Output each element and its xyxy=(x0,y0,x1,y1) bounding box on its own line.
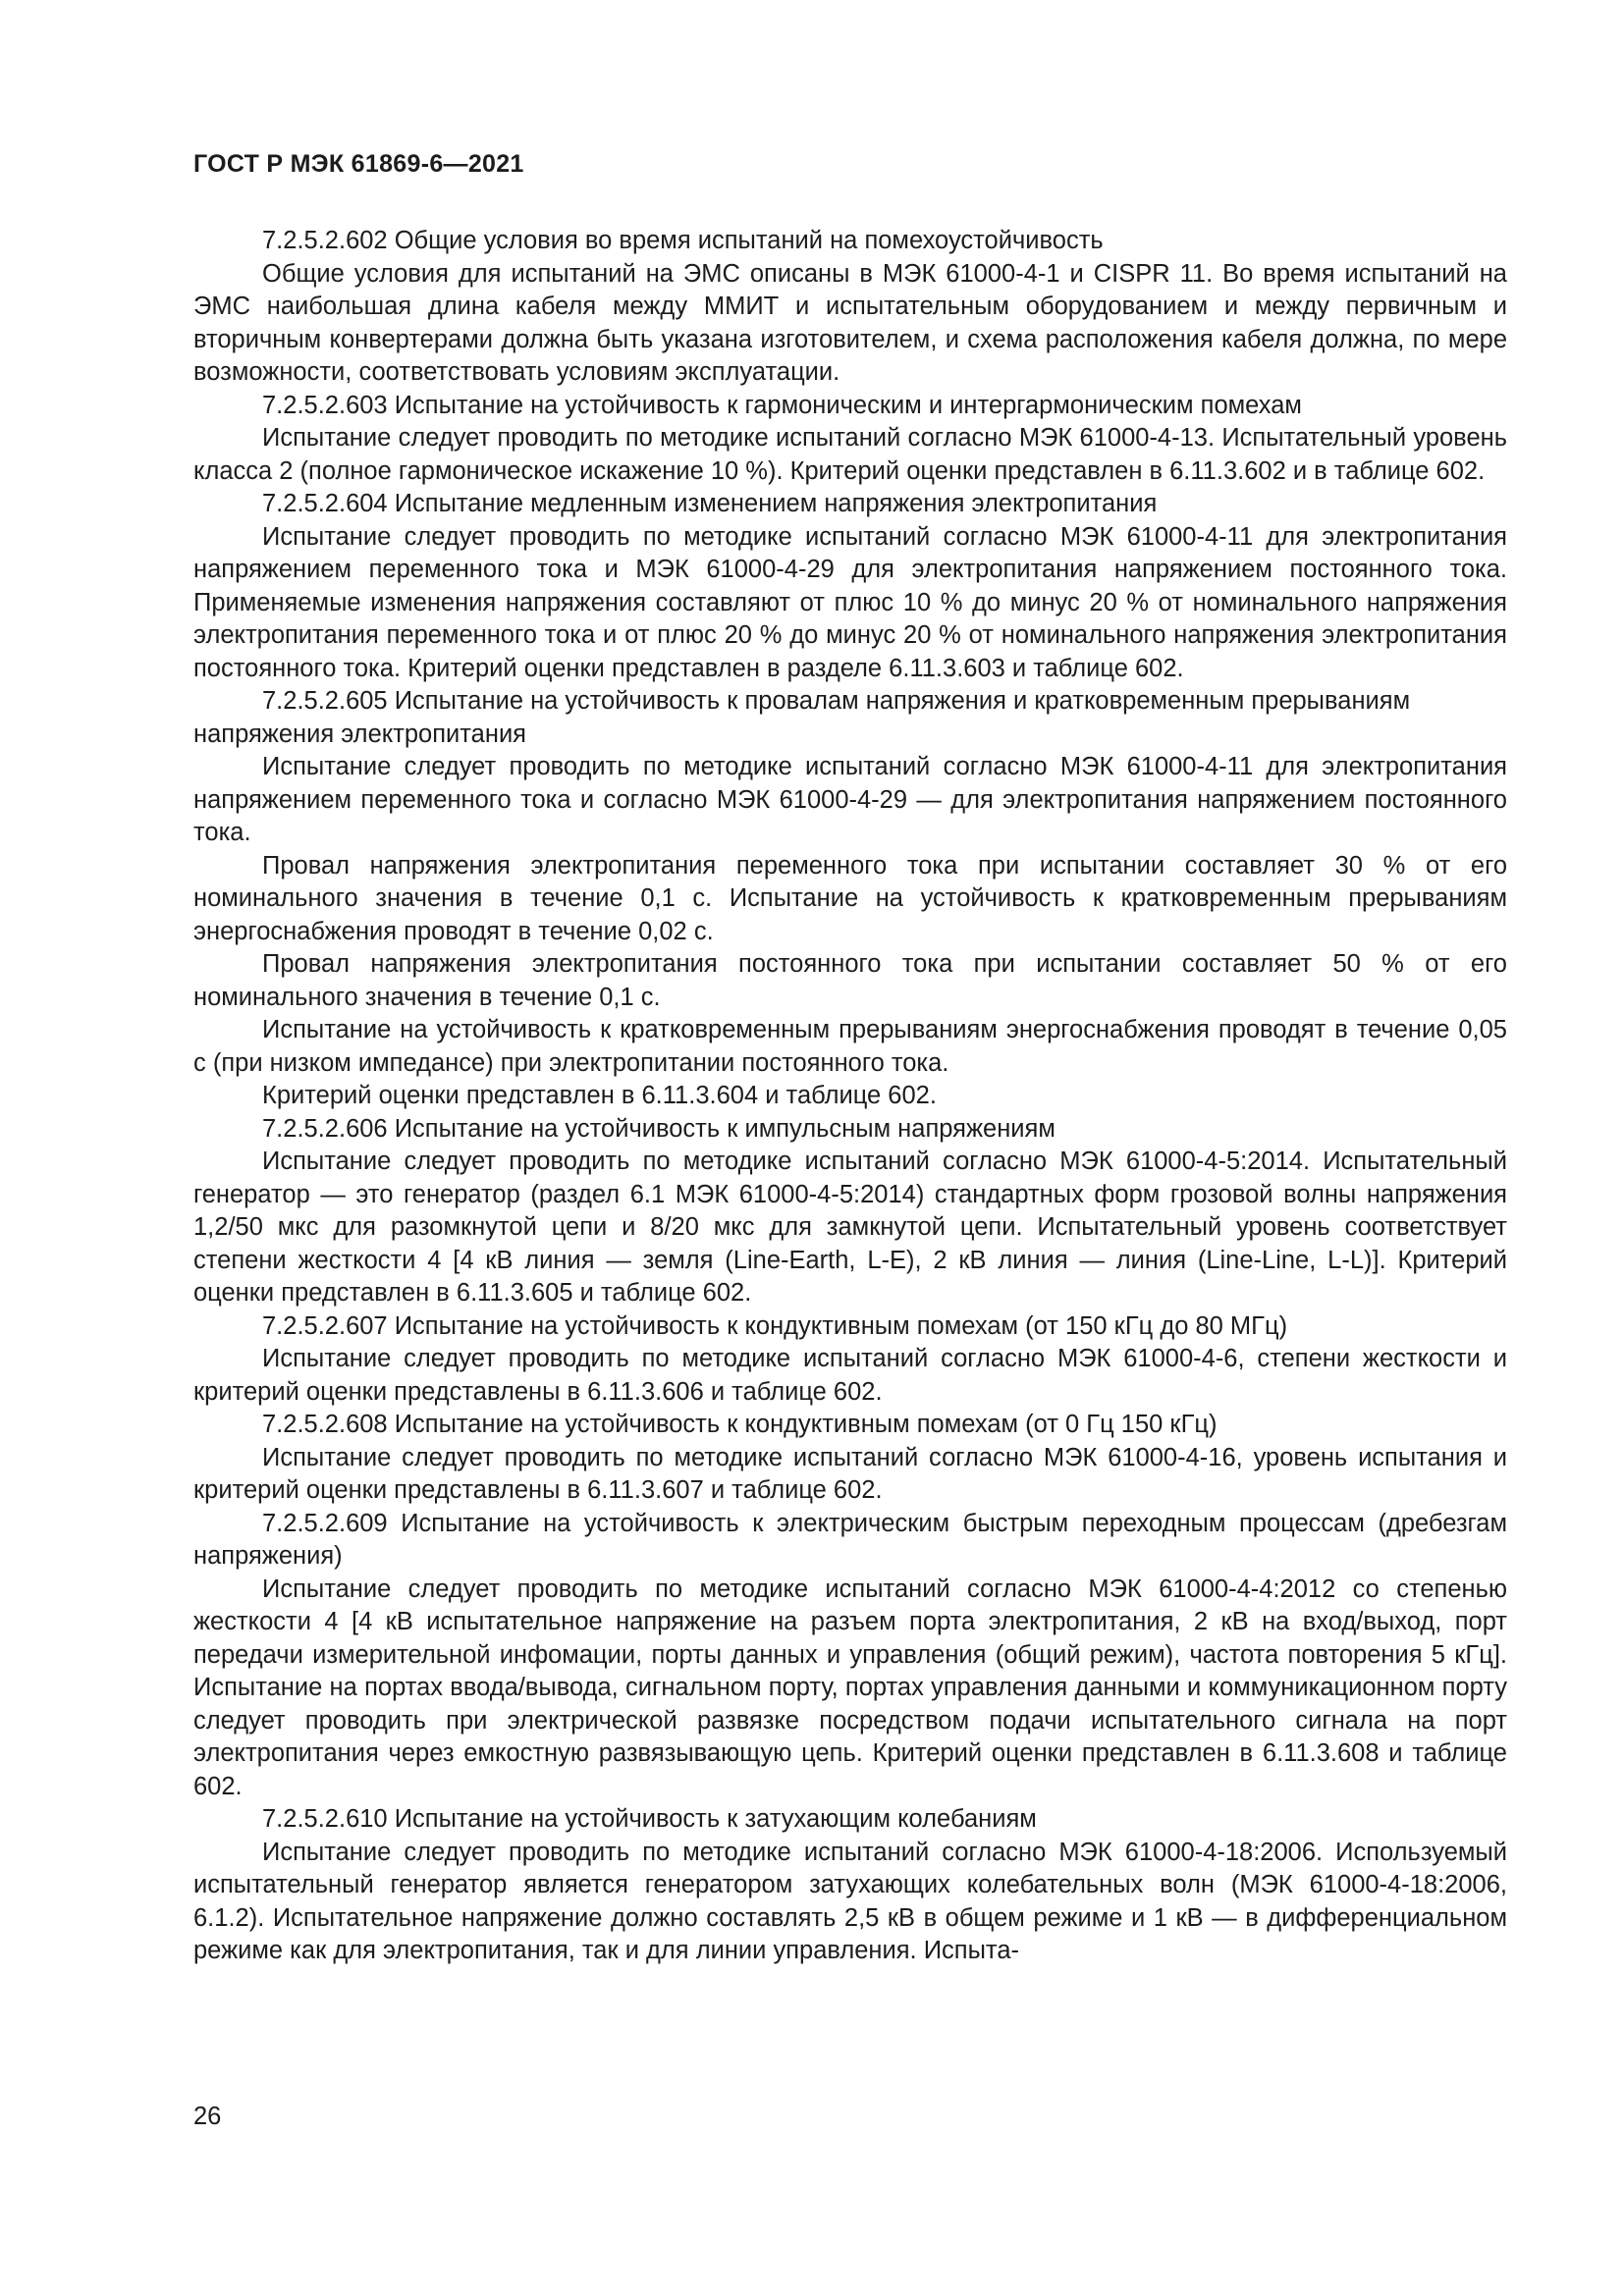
body-paragraph: Испытание следует проводить по методике испытаний согласно МЭК 61000-4-4:2012 со степенью жесткости 4 [4 кВ испытательное напряжение на разъем порта электропитания, 2 кВ на вход/выход, порт передачи измерительной инфомации, порты данных и управления (общий режим), частота повторения 5 кГц]. Испытание на портах ввода/вывода, сигнальном порту, портах управления данными и коммуникационном порту следует проводить при электрической развязке посредством подачи испытательного сигнала на порт электропитания через емкостную развязывающую цепь. Критерий оценки представлен в 6.11.3.608 и таблице 602. xyxy=(193,1575,1507,1800)
document-header: ГОСТ Р МЭК 61869-6—2021 xyxy=(193,150,524,178)
body-paragraph: Общие условия для испытаний на ЭМС описаны в МЭК 61000-4-1 и CISPR 11. Во время испытаний на ЭМС наибольшая длина кабеля между ММИТ и испытательным оборудованием и между первичным и вторичным конвертерами должна быть указана изготовителем, и схема расположения кабеля должна, по мере возможности, соответствовать условиям эксплуатации. xyxy=(193,259,1507,386)
section-heading: 7.2.5.2.605 Испытание на устойчивость к провалам напряжения и кратковременным прерываниям напряжения электропитания xyxy=(193,687,1411,748)
document-body xyxy=(193,225,1507,1968)
body-paragraph: Испытание следует проводить по методике испытаний согласно МЭК 61000-4-11 для электропитания напряжением переменного тока и согласно МЭК 61000-4-29 — для электропитания напряжением постоянного тока. xyxy=(193,753,1507,846)
section-heading: 7.2.5.2.604 Испытание медленным изменением напряжения электропитания xyxy=(262,490,1158,517)
page-number: 26 xyxy=(193,2103,222,2130)
section-heading: 7.2.5.2.608 Испытание на устойчивость к кондуктивным помехам (от 0 Гц 150 кГц) xyxy=(262,1411,1218,1438)
section-heading: 7.2.5.2.607 Испытание на устойчивость к кондуктивным помехам (от 150 кГц до 80 МГц) xyxy=(262,1311,1288,1340)
body-paragraph: Критерий оценки представлен в 6.11.3.604 и таблице 602. xyxy=(262,1082,937,1109)
body-paragraph: Испытание следует проводить по методике испытаний согласно МЭК 61000-4-13. Испытательный уровень класса 2 (полное гармоническое искажение 10 %). Критерий оценки представлен в 6.11.3.602 и в таблице 602. xyxy=(193,424,1507,485)
body-paragraph: Испытание следует проводить по методике испытаний согласно МЭК 61000-4-18:2006. Используемый испытательный генератор является генератором затухающих колебательных волн (МЭК 61000-4-18:2006, 6.1.2). Испытательное напряжение должно составлять 2,5 кВ в общем режиме и 1 кВ — в дифференциальном режиме как для электропитания, так и для линии управления. Испыта- xyxy=(193,1838,1507,1964)
section-heading: 7.2.5.2.602 Общие условия во время испытаний на помехоустойчивость xyxy=(262,227,1104,254)
section-heading: 7.2.5.2.603 Испытание на устойчивость к гармоническим и интергармоническим помехам xyxy=(262,391,1302,419)
body-paragraph: Испытание следует проводить по методике испытаний согласно МЭК 61000-4-5:2014. Испытательный генератор — это генератор (раздел 6.1 МЭК 61000-4-5:2014) стандартных форм грозовой волны напряжения 1,2/50 мкс для разомкнутой цепи и 8/20 мкс для замкнутой цепи. Испытательный уровень соответствует степени жесткости 4 [4 кВ линия — земля (Line-Earth, L-E), 2 кВ линия — линия (Line-Line, L-L)]. Критерий оценки представлен в 6.11.3.605 и таблице 602. xyxy=(193,1148,1507,1307)
body-paragraph: 7.2.5.2.609 Испытание на устойчивость к электрическим быстрым переходным процессам (дребезгам напряжения) xyxy=(193,1509,1507,1570)
body-paragraph: Испытание следует проводить по методике испытаний согласно МЭК 61000-4-16, уровень испытания и критерий оценки представлены в 6.11.3.607 и таблице 602. xyxy=(193,1443,1507,1504)
section-heading: 7.2.5.2.610 Испытание на устойчивость к затухающим колебаниям xyxy=(262,1805,1037,1833)
body-paragraph: Испытание следует проводить по методике испытаний согласно МЭК 61000-4-11 для электропитания напряжением переменного тока и МЭК 61000-4-29 для электропитания напряжением постоянного тока. Применяемые изменения напряжения составляют от плюс 10 % до минус 20 % от номинального напряжения электропитания переменного тока и от плюс 20 % до минус 20 % от номинального напряжения электропитания постоянного тока. Критерий оценки представлен в разделе 6.11.3.603 и таблице 602. xyxy=(193,522,1507,682)
body-paragraph: Провал напряжения электропитания переменного тока при испытании составляет 30 % от его номинального значения в течение 0,1 с. Испытание на устойчивость к кратковременным прерываниям энергоснабжения проводят в течение 0,02 с. xyxy=(193,851,1507,945)
body-paragraph: Провал напряжения электропитания постоянного тока при испытании составляет 50 % от его номинального значения в течение 0,1 с. xyxy=(193,950,1507,1011)
body-paragraph: Испытание на устойчивость к кратковременным прерываниям энергоснабжения проводят в течение 0,05 с (при низком импедансе) при электропитании постоянного тока. xyxy=(193,1016,1507,1077)
section-heading: 7.2.5.2.606 Испытание на устойчивость к импульсным напряжениям xyxy=(262,1114,1056,1143)
body-paragraph: Испытание следует проводить по методике испытаний согласно МЭК 61000-4-6, степени жесткости и критерий оценки представлены в 6.11.3.606 и таблице 602. xyxy=(193,1345,1507,1406)
